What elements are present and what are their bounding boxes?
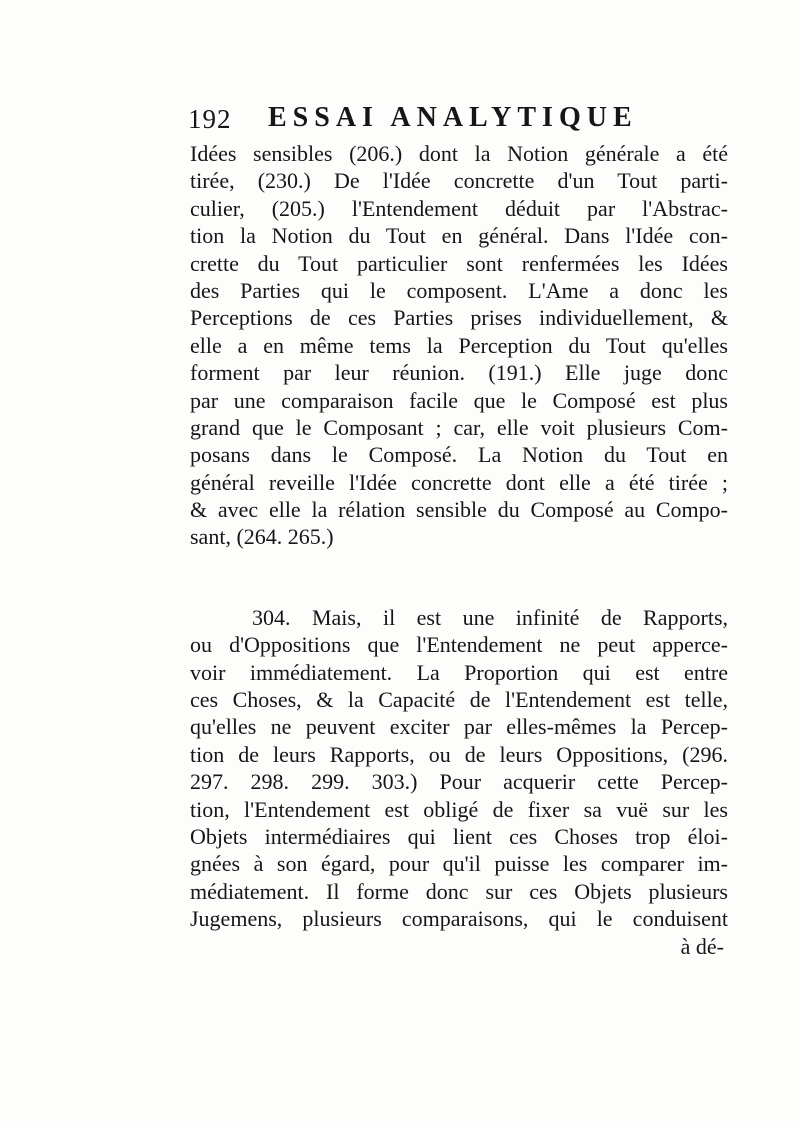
text-line: tion, l'Entendement est obligé de fixer sa vuë sur les [190, 796, 728, 822]
text-line: elle a en même tems la Perception du Tout qu'elles [190, 332, 728, 358]
paragraph-1 [190, 140, 728, 551]
text-line: Perceptions de ces Parties prises individuellement, & [190, 305, 728, 331]
text-line: général reveille l'Idée concrette dont elle a été tirée ; [190, 469, 728, 495]
paragraph-gap [190, 551, 728, 604]
catchword: à dé- [680, 933, 724, 959]
text-block [190, 140, 728, 960]
text-line: grand que le Composant ; car, elle voit plusieurs Com- [190, 414, 728, 440]
running-head: ESSAI ANALYTIQUE [268, 102, 638, 133]
text-line: ces Choses, & la Capacité de l'Entendement est telle, [190, 687, 728, 713]
text-line: Idées sensibles (206.) dont la Notion générale a été [190, 141, 728, 166]
text-line: & avec elle la rélation sensible du Composé au Compo- [190, 497, 728, 523]
text-line: tion la Notion du Tout en général. Dans l'Idée con- [190, 223, 728, 249]
text-line: culier, (205.) l'Entendement déduit par l'Abstrac- [190, 195, 728, 221]
text-line: tirée, (230.) De l'Idée concrette d'un Tout parti- [190, 168, 728, 194]
text-line: 297. 298. 299. 303.) Pour acquerir cette Percep- [190, 769, 728, 795]
text-line: 304. Mais, il est une infinité de Rapports, [252, 604, 728, 630]
text-line: forment par leur réunion. (191.) Elle juge donc [190, 360, 728, 386]
text-line: ou d'Oppositions que l'Entendement ne peut apperce- [190, 632, 728, 658]
text-line: voir immédiatement. La Proportion qui est entre [190, 659, 728, 685]
text-line: gnées à son égard, pour qu'il puisse les comparer im- [190, 851, 728, 877]
page-header [188, 100, 738, 140]
text-line: des Parties qui le composent. L'Ame a donc les [190, 277, 728, 303]
text-line: tion de leurs Rapports, ou de leurs Oppositions, (296. [190, 741, 728, 767]
text-line: posans dans le Composé. La Notion du Tout en [190, 442, 728, 468]
text-line: Jugemens, plusieurs comparaisons, qui le conduisent [190, 906, 728, 932]
text-line: Objets intermédiaires qui lient ces Choses trop éloi- [190, 823, 728, 849]
text-line: crette du Tout particulier sont renfermées les Idées [190, 250, 728, 276]
page-number: 192 [188, 104, 232, 134]
text-line: par une comparaison facile que le Composé est plus [190, 387, 728, 413]
text-line: médiatement. Il forme donc sur ces Objets plusieurs [190, 878, 728, 904]
paragraph-2 [190, 604, 728, 933]
text-line: sant, (264. 265.) [190, 524, 334, 550]
text-line: qu'elles ne peuvent exciter par elles-mêmes la Percep- [190, 714, 728, 740]
